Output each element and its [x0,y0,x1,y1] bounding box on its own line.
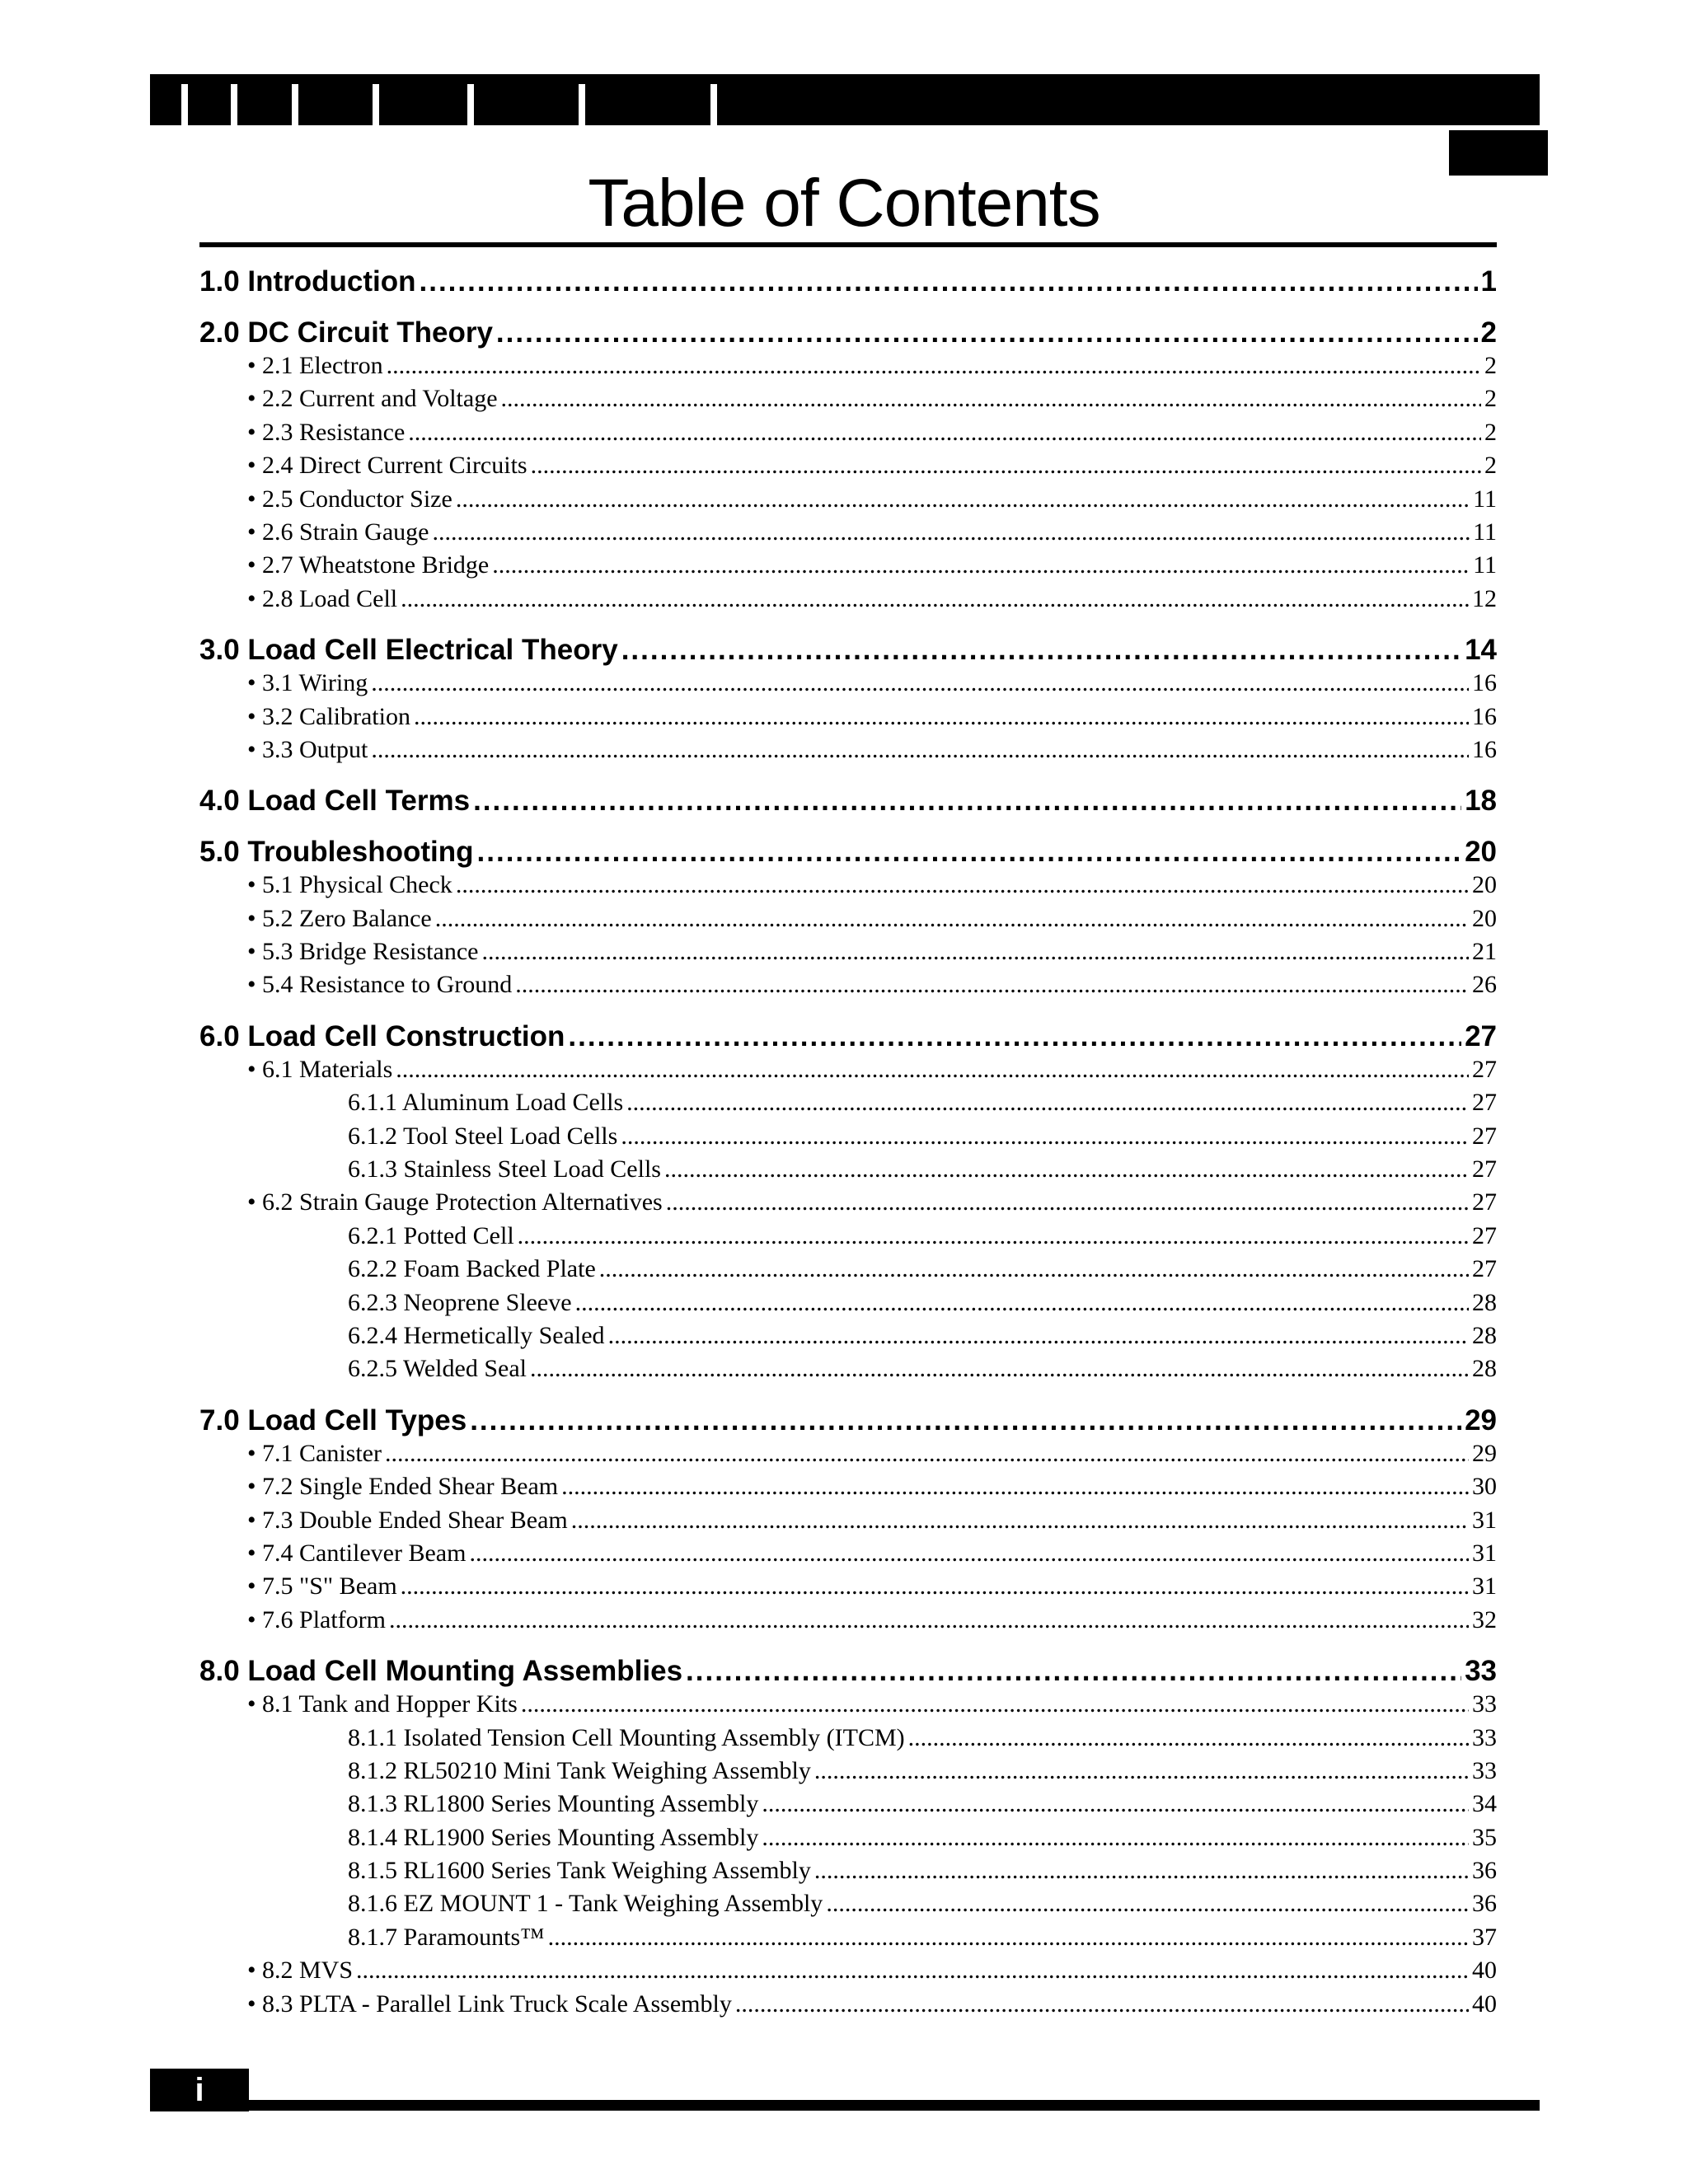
toc-dot-leader [608,1319,1469,1352]
toc-subsection[interactable] [199,1437,1497,1470]
toc-page-number: 20 [1472,904,1497,932]
toc-dot-leader [571,1504,1469,1537]
toc-entry-label: • 5.1 Physical Check [247,871,452,899]
toc-entry-label: • 2.4 Direct Current Circuits [247,452,528,480]
toc-page-number: 2 [1484,452,1497,480]
toc-entry-label: 2.0 DC Circuit Theory [199,316,493,349]
toc-page-number: 16 [1472,669,1497,697]
toc-dot-leader [664,1153,1469,1186]
toc-page-number: 16 [1472,702,1497,730]
toc-entry-label: • 2.6 Strain Gauge [247,518,429,546]
toc-entry-label: • 5.4 Resistance to Ground [247,971,513,999]
toc-page-number: 29 [1472,1439,1497,1467]
toc-subsection[interactable] [199,1504,1497,1537]
toc-page-number: 27 [1472,1055,1497,1083]
toc-dot-leader [469,1537,1469,1570]
toc-entry-label: 8.1.4 RL1900 Series Mounting Assembly [348,1823,759,1851]
toc-dot-leader [531,449,1481,482]
toc-dot-leader [385,1437,1469,1470]
toc-section[interactable] [199,1404,1497,1437]
toc-subsection[interactable] [199,549,1497,582]
toc-subsection[interactable] [199,1053,1497,1086]
toc-dot-leader [621,634,1461,667]
toc-page-number: 28 [1472,1321,1497,1349]
toc-dot-leader [561,1470,1469,1503]
toc-entry-label: • 6.2 Strain Gauge Protection Alternatives [247,1188,663,1216]
toc-entry-label: • 7.1 Canister [247,1439,382,1467]
toc-dot-leader [389,1604,1469,1637]
toc-dot-leader [826,1887,1469,1920]
toc-subsection[interactable] [199,583,1497,616]
toc-dot-leader [530,1352,1469,1385]
header-notch [467,84,474,125]
toc-entry-label: 8.1.6 EZ MOUNT 1 - Tank Weighing Assembly [348,1890,823,1918]
toc-entry-label: • 5.2 Zero Balance [247,904,432,932]
toc-dot-leader [548,1921,1469,1954]
toc-subsubsection[interactable] [199,1887,1497,1920]
toc-page-number: 20 [1465,836,1497,869]
toc-page-number: 28 [1472,1288,1497,1316]
toc-subsection[interactable] [199,1688,1497,1721]
toc-section[interactable] [199,1655,1497,1688]
toc-dot-leader [501,382,1481,415]
toc-entry-label: • 3.2 Calibration [247,702,410,730]
toc-entry-label: 5.0 Troubleshooting [199,836,474,869]
toc-entry-label: • 2.7 Wheatstone Bridge [247,551,490,579]
toc-entry-label: • 3.3 Output [247,735,368,763]
toc-page-number: 2 [1484,418,1497,446]
toc-page-number: 27 [1472,1122,1497,1150]
toc-page-number: 35 [1472,1823,1497,1851]
toc-dot-leader [456,483,1470,516]
toc-page-number: 27 [1472,1221,1497,1249]
toc-entry-label: 6.2.2 Foam Backed Plate [348,1255,596,1283]
toc-entry-label: 6.2.5 Welded Seal [348,1355,527,1383]
toc-subsection[interactable] [199,349,1497,382]
toc-page-number: 11 [1473,518,1497,546]
toc-section[interactable] [199,265,1497,298]
toc-page-number: 36 [1472,1890,1497,1918]
toc-entry-label: 6.0 Load Cell Construction [199,1019,565,1052]
toc-subsection[interactable] [199,1470,1497,1503]
toc-entry-label: • 5.3 Bridge Resistance [247,938,479,966]
toc-subsubsection[interactable] [199,1086,1497,1119]
toc-page-number: 33 [1472,1723,1497,1751]
toc-subsection[interactable] [199,416,1497,449]
toc-subsection[interactable] [199,1537,1497,1570]
toc-subsection[interactable] [199,1988,1497,2021]
toc-dot-leader [908,1722,1469,1755]
toc-page-number: 11 [1473,485,1497,513]
toc-dot-leader [621,1120,1469,1153]
toc-entry-label: 6.1.2 Tool Steel Load Cells [348,1122,618,1150]
toc-entry-label: • 2.1 Electron [247,352,383,379]
toc-subsubsection[interactable] [199,1153,1497,1186]
header-notch [181,84,188,125]
toc-entry-label: • 7.4 Cantilever Beam [247,1539,467,1567]
toc-page-number: 34 [1472,1790,1497,1818]
toc-dot-leader [626,1086,1469,1119]
footer-page-number: i [150,2069,249,2111]
title-divider [199,242,1497,247]
toc-page-number: 2 [1480,316,1497,349]
toc-section[interactable] [199,836,1497,869]
toc-entry-label: • 8.3 PLTA - Parallel Link Truck Scale Assembly [247,1990,732,2018]
toc-dot-leader [456,869,1469,902]
toc-subsection[interactable] [199,483,1497,516]
toc-dot-leader [521,1688,1469,1721]
header-bar [150,74,1540,125]
toc-dot-leader [515,968,1469,1001]
toc-dot-leader [477,836,1462,869]
toc-dot-leader [432,516,1470,549]
toc-page-number: 27 [1472,1255,1497,1283]
toc-page-number: 26 [1472,971,1497,999]
toc-dot-leader [686,1655,1461,1688]
toc-subsection[interactable] [199,1604,1497,1637]
toc-dot-leader [814,1854,1469,1887]
toc-dot-leader [401,583,1469,616]
toc-entry-label: • 6.1 Materials [247,1055,393,1083]
toc-page-number: 16 [1472,735,1497,763]
toc-entry-label: • 2.8 Load Cell [247,584,398,612]
toc-entry-label: 1.0 Introduction [199,265,416,298]
toc-subsection[interactable] [199,449,1497,482]
toc-page-number: 27 [1472,1188,1497,1216]
toc-entry-label: 8.1.7 Paramounts™ [348,1923,545,1951]
toc-page-number: 30 [1472,1473,1497,1501]
toc-subsubsection[interactable] [199,1120,1497,1153]
toc-subsection[interactable] [199,902,1497,935]
header-notch [231,84,237,125]
toc-dot-leader [371,667,1469,700]
toc-subsubsection[interactable] [199,1755,1497,1788]
toc-page-number: 1 [1480,265,1497,298]
toc-dot-leader [356,1954,1469,1987]
toc-page-number: 12 [1472,584,1497,612]
toc-entry-label: • 7.3 Double Ended Shear Beam [247,1506,568,1534]
toc-entry-label: • 7.5 "S" Beam [247,1572,397,1601]
toc-subsection[interactable] [199,1186,1497,1219]
toc-page-number: 27 [1465,1019,1497,1052]
toc-entry-label: 6.1.3 Stainless Steel Load Cells [348,1155,661,1183]
toc-entry-label: • 2.2 Current and Voltage [247,385,498,413]
toc-entry-label: • 7.2 Single Ended Shear Beam [247,1473,559,1501]
page-title: Table of Contents [588,166,1100,241]
toc-entry-label: 6.2.1 Potted Cell [348,1221,514,1249]
toc-page-number: 28 [1472,1355,1497,1383]
toc-entry-label: 6.2.3 Neoprene Sleeve [348,1288,572,1316]
toc-entry-label: • 7.6 Platform [247,1605,386,1633]
toc-entry-label: 4.0 Load Cell Terms [199,785,471,818]
toc-dot-leader [568,1020,1461,1053]
toc-page-number: 31 [1472,1506,1497,1534]
toc-subsubsection[interactable] [199,1821,1497,1854]
toc-subsubsection[interactable] [199,1352,1497,1385]
toc-dot-leader [518,1220,1469,1253]
toc-subsection[interactable] [199,733,1497,766]
toc-page-number: 31 [1472,1572,1497,1601]
header-notch [292,84,298,125]
toc-entry-label: • 3.1 Wiring [247,669,368,697]
toc-dot-leader [735,1988,1469,2021]
footer-rule [150,2100,1540,2111]
toc-entry-label: 7.0 Load Cell Types [199,1404,467,1436]
toc-page-number: 32 [1472,1605,1497,1633]
toc-subsection[interactable] [199,701,1497,733]
toc-entry-label: 3.0 Load Cell Electrical Theory [199,634,618,667]
toc-dot-leader [435,902,1469,935]
toc-section[interactable] [199,634,1497,667]
toc-subsubsection[interactable] [199,1319,1497,1352]
toc-dot-leader [396,1053,1469,1086]
toc-section[interactable] [199,1020,1497,1053]
toc-entry-label: 8.1.2 RL50210 Mini Tank Weighing Assembly [348,1756,811,1784]
toc-page-number: 33 [1465,1655,1497,1688]
toc-dot-leader [414,701,1469,733]
toc-entry-label: 8.1.1 Isolated Tension Cell Mounting Assembly (ITCM) [348,1723,905,1751]
toc-entry-label: • 8.2 MVS [247,1957,354,1985]
toc-section[interactable] [199,316,1497,349]
toc-subsection[interactable] [199,382,1497,415]
toc-page-number: 14 [1465,634,1497,667]
toc-dot-leader [666,1186,1469,1219]
toc-dot-leader [762,1788,1469,1821]
toc-subsection[interactable] [199,516,1497,549]
toc-page-number: 31 [1472,1539,1497,1567]
toc-subsection[interactable] [199,935,1497,968]
toc-page-number: 27 [1472,1089,1497,1117]
toc-dot-leader [481,935,1469,968]
toc-page-number: 27 [1472,1155,1497,1183]
header-notch [579,84,585,125]
toc-subsection[interactable] [199,1954,1497,1987]
toc-subsection[interactable] [199,869,1497,902]
toc-page-number: 11 [1473,551,1497,579]
toc-page-number: 36 [1472,1857,1497,1885]
toc-subsubsection[interactable] [199,1921,1497,1954]
toc-entry-label: 8.1.3 RL1800 Series Mounting Assembly [348,1790,759,1818]
toc-page-number: 2 [1484,352,1497,379]
toc-page-number: 2 [1484,385,1497,413]
table-of-contents [199,265,1497,2021]
toc-subsubsection[interactable] [199,1722,1497,1755]
toc-dot-leader [387,349,1481,382]
toc-entry-label: • 2.3 Resistance [247,418,406,446]
toc-page-number: 21 [1472,938,1497,966]
toc-subsubsection[interactable] [199,1788,1497,1821]
toc-subsection[interactable] [199,968,1497,1001]
toc-dot-leader [408,416,1481,449]
header-notch [710,84,717,125]
toc-page-number: 33 [1472,1690,1497,1718]
toc-subsubsection[interactable] [199,1253,1497,1286]
toc-subsubsection[interactable] [199,1286,1497,1319]
toc-dot-leader [473,785,1461,818]
toc-dot-leader [420,265,1478,298]
toc-dot-leader [599,1253,1469,1286]
toc-dot-leader [492,549,1470,582]
toc-dot-leader [762,1821,1469,1854]
toc-dot-leader [496,316,1478,349]
toc-subsubsection[interactable] [199,1854,1497,1887]
toc-page-number: 40 [1472,1990,1497,2018]
toc-entry-label: • 2.5 Conductor Size [247,485,452,513]
toc-page-number: 20 [1472,871,1497,899]
toc-page-number: 18 [1465,785,1497,818]
toc-entry-label: • 8.1 Tank and Hopper Kits [247,1690,518,1718]
header-notch [373,84,379,125]
toc-dot-leader [470,1404,1461,1437]
toc-dot-leader [575,1286,1469,1319]
toc-section[interactable] [199,785,1497,818]
toc-dot-leader [401,1570,1469,1603]
toc-page-number: 40 [1472,1957,1497,1985]
toc-page-number: 29 [1465,1404,1497,1436]
toc-entry-label: 6.1.1 Aluminum Load Cells [348,1089,624,1117]
toc-subsubsection[interactable] [199,1220,1497,1253]
toc-dot-leader [814,1755,1469,1788]
toc-entry-label: 8.0 Load Cell Mounting Assemblies [199,1655,683,1688]
toc-entry-label: 8.1.5 RL1600 Series Tank Weighing Assembly [348,1857,811,1885]
toc-dot-leader [371,733,1469,766]
toc-subsection[interactable] [199,1570,1497,1603]
toc-subsection[interactable] [199,667,1497,700]
toc-entry-label: 6.2.4 Hermetically Sealed [348,1321,605,1349]
toc-page-number: 37 [1472,1923,1497,1951]
toc-page-number: 33 [1472,1756,1497,1784]
